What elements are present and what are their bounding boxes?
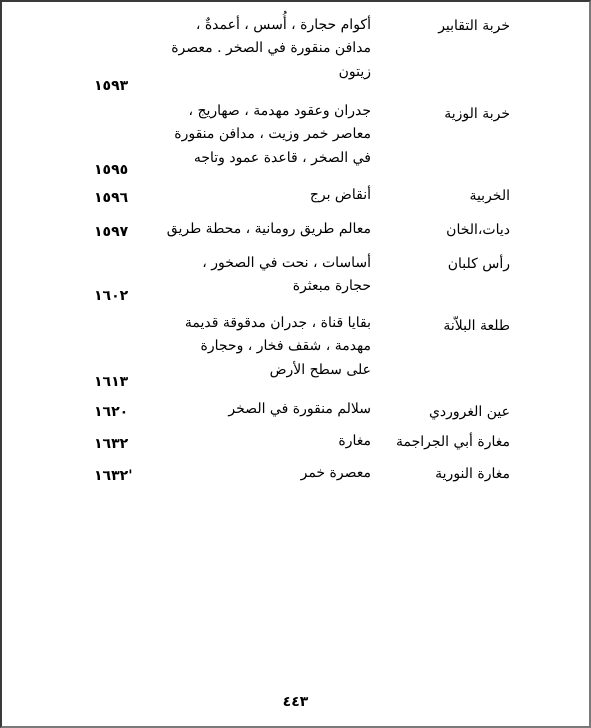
entry-number: ١٦٣٢ [94,436,129,452]
description [131,14,371,84]
description-line: معاصر خمر وزيت ، مدافن منقورة [174,126,371,143]
entry-number: ١٦١٣ [94,374,129,390]
description-line: معالم طريق رومانية ، محطة طريق [166,221,371,237]
entry-number: ١٥٩٣ [94,78,129,94]
description-line: سلالم منقورة في الصخر [228,401,371,417]
page-number: ٤٤٣ [282,694,309,710]
place-name: مغارة أبي الجراجمة [395,434,510,450]
entry-number: ١٥٩٦ [94,190,129,206]
place-name: خربة الوزية [444,106,510,122]
description-line: على سطح الأرض [269,361,371,378]
description [131,184,371,207]
description [131,252,371,299]
place-name: ديات،الخان [446,222,510,238]
description [131,100,371,170]
place-name: طلعة البلاّنة [443,318,510,334]
description-line: معصرة خمر [300,465,371,481]
description-line: أنقاض برج [309,187,371,203]
place-name: رأس كلبان [447,256,510,272]
description-line: بقايا قناة ، جدران مدقوقة قديمة [184,315,371,331]
place-name: خربة التقابير [438,18,510,34]
description-line: في الصخر ، قاعدة عمود وتاجه [193,149,371,166]
description [131,218,371,241]
description [131,462,371,485]
description-line: حجارة مبعثرة [292,278,371,295]
description-line: زيتون [338,63,371,80]
place-name: عين الغروردي [428,404,510,420]
entry-number: ١٦٠٢ [94,288,129,304]
description [131,312,371,382]
description-line: أساسات ، نحت في الصخور ، [202,255,371,271]
description-line: مدافن منقورة في الصخر . معصرة [171,40,371,57]
entry-number: ١٥٩٧ [94,224,129,240]
entry-number: ١٦٣٢' [94,468,133,484]
entry-number: ١٦٢٠ [94,404,129,420]
place-name: الخربية [469,188,510,204]
description-line: أكوام حجارة ، أُسس ، أعمدةٌ ، [195,17,371,33]
place-name: مغارة النورية [435,466,510,482]
description-line: مغارة [338,433,371,449]
description [131,398,371,421]
description-line: مهدمة ، شقف فخار ، وحجارة [200,338,371,355]
entry-number: ١٥٩٥ [94,162,129,178]
description [131,430,371,453]
description-line: جدران وعقود مهدمة ، صهاريج ، [188,103,371,119]
